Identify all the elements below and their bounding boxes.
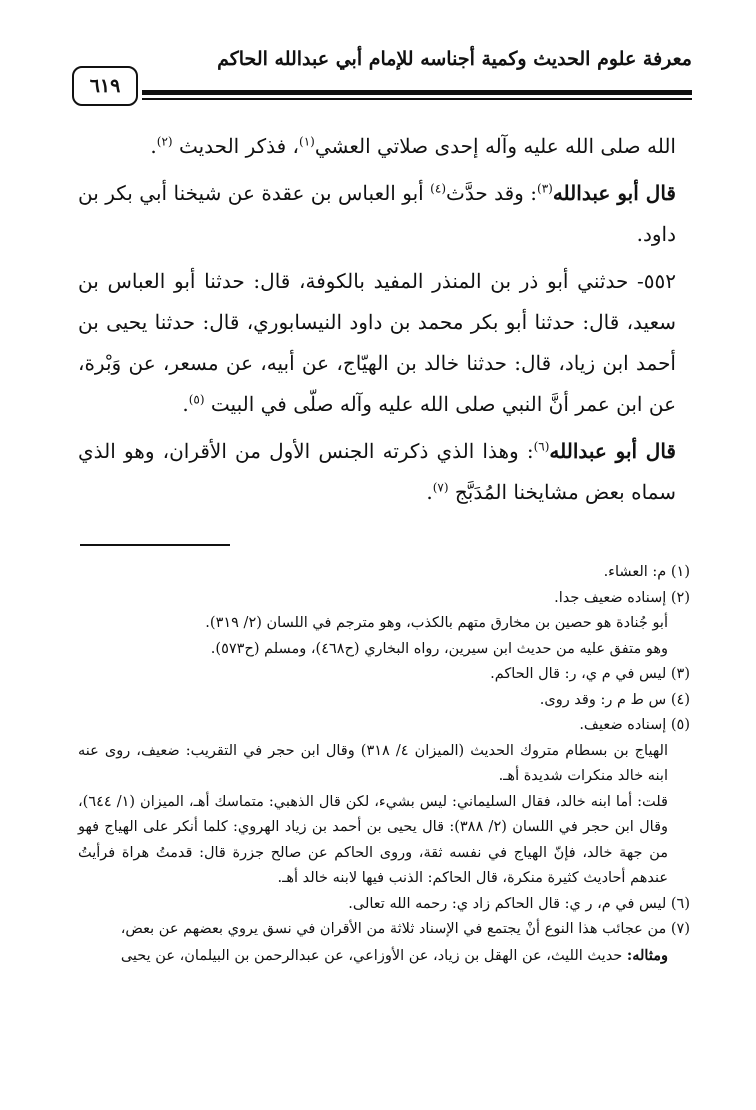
p4-text-1: : وهذا الذي ذكرته الجنس الأول من الأقران، وهو الذي سماه بعض مشايخنا المُدَبَّج	[78, 439, 676, 504]
footnote-marker-1: (١)	[299, 134, 315, 149]
footnote-6: (٦) ليس في م، ر ي: قال الحاكم زاد ي: رحمه الله تعالى.	[348, 895, 690, 912]
footnote-marker-6: (٦)	[533, 439, 550, 454]
p1-text-2: ، فذكر الحديث	[178, 134, 300, 158]
running-title: معرفة علوم الحديث وكمية أجناسه للإمام أبي عبدالله الحاكم	[217, 48, 692, 70]
p1-text-1: الله صلى الله عليه وآله إحدى صلاتي العشي	[314, 134, 676, 158]
main-text	[78, 126, 676, 519]
paragraph-2	[78, 173, 676, 255]
footnote-7-label: ومثاله:	[626, 946, 668, 964]
p2-text-1: : وقد حدَّث	[446, 181, 537, 205]
header-rule-thin	[142, 98, 692, 100]
page-number-text: ٦١٩	[89, 75, 121, 97]
footnote-2-detail-b: وهو متفق عليه من حديث ابن سيرين، رواه البخاري (ح٤٦٨)، ومسلم (ح٥٧٣).	[210, 640, 668, 657]
footnotes	[78, 560, 690, 969]
paragraph-1	[78, 126, 676, 167]
p1-text-3: .	[150, 134, 157, 158]
footnote-2-detail-a: أبو جُنادة هو حصين بن مخارق متهم بالكذب، وهو مترجم في اللسان (٢/ ٣١٩).	[205, 615, 668, 631]
footnote-7: (٧) من عجائب هذا النوع أنْ يجتمع في الإسناد ثلاثة من الأقران في نسق يروي بعضهم عن بعض،	[120, 921, 690, 937]
footnote-1: (١) م: العشاء.	[603, 564, 690, 580]
footnote-separator	[80, 544, 230, 546]
footnote-2: (٢) إسناده ضعيف جدا.	[554, 589, 690, 606]
paragraph-4	[78, 431, 676, 513]
footnote-marker-7: (٧)	[432, 480, 449, 495]
p2-text-2: أبو العباس بن عقدة عن شيخنا أبي بكر بن داود.	[78, 181, 676, 246]
page-header	[72, 40, 692, 110]
page-number	[72, 66, 138, 106]
footnote-marker-2: (٢)	[156, 134, 173, 149]
p3-text-2: .	[182, 392, 189, 416]
footnote-marker-3: (٣)	[537, 181, 553, 196]
footnote-marker-5: (٥)	[188, 392, 205, 407]
footnote-7-detail	[78, 943, 690, 970]
speaker-label: قال أبو عبدالله	[549, 439, 676, 463]
footnote-4: (٤) س ط م ر: وقد روى.	[539, 691, 690, 708]
header-rule-thick	[142, 90, 692, 95]
footnote-5: (٥) إسناده ضعيف.	[579, 717, 690, 733]
footnote-5-detail-b: قلت: أما ابنه خالد، فقال السليماني: ليس بشيء، لكن قال الذهبي: متماسك أهـ، الميزان (١/ ٦٤٤)، وقال ابن حجر في اللسان (٢/ ٣٨٨): قال يحيى بن أحمد بن زياد الهروي: كلما أنكر على الهياج فهو من جهة خالد، فإنّ الهياج في نفسه ثقة، وروى الحاكم عن صالح جزرة قال: قدمتُ هراة فرأيتُ عندهم أحاديث كثيرة منكرة، قال الحاكم: الذنب فيها لابنه خالد أهـ.	[78, 793, 669, 886]
footnote-7-detail-text: حديث الليث، عن الهقل بن زياد، عن الأوزاعي، عن عبدالرحمن بن البيلمان، عن يحيى	[120, 947, 627, 964]
p4-text-2: .	[426, 480, 433, 504]
p3-text-1: ٥٥٢- حدثني أبو ذر بن المنذر المفيد بالكوفة، قال: حدثنا أبو العباس بن سعيد، قال: حدثنا أبو بكر محمد بن داود النيسابوري، قال: حدثنا يحيى بن أحمد ابن زياد، قال: حدثنا خالد بن الهيّاج، عن أبيه، عن مسعر، عن وَبْرة، عن ابن عمر أنَّ النبي صلى الله عليه وآله صلّى في البيت	[78, 269, 676, 416]
paragraph-3	[78, 261, 676, 425]
footnote-3: (٣) ليس في م ي، ر: قال الحاكم.	[490, 666, 690, 682]
speaker-label: قال أبو عبدالله	[552, 181, 676, 205]
footnote-marker-4: (٤)	[430, 181, 446, 196]
footnote-5-detail-a: الهياج بن بسطام متروك الحديث (الميزان ٤/ ٣١٨) وقال ابن حجر في التقريب: ضعيف، روى عنه ابنه خالد منكرات شديدة أهـ.	[78, 742, 668, 784]
